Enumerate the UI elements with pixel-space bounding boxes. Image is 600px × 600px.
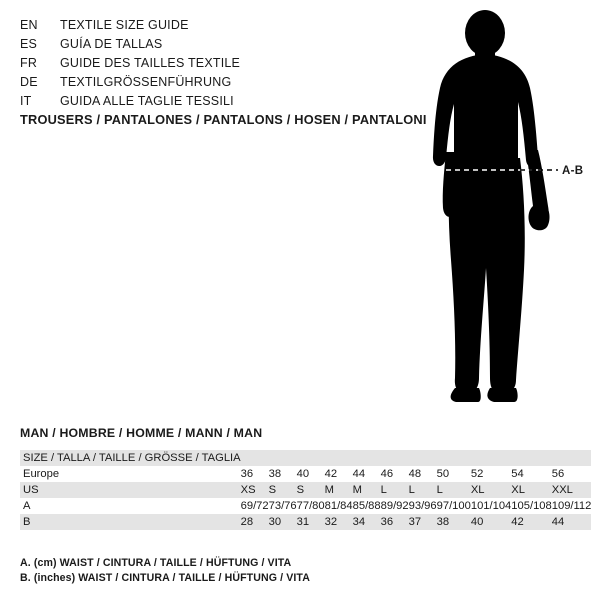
row-label: SIZE / TALLA / TAILLE / GRÖSSE / TAGLIA bbox=[20, 450, 241, 466]
cell: 30 bbox=[269, 514, 297, 530]
cell bbox=[471, 450, 511, 466]
cell: 28 bbox=[241, 514, 269, 530]
man-silhouette-icon bbox=[400, 10, 600, 410]
cell: 34 bbox=[353, 514, 381, 530]
cell: 101/104 bbox=[470, 500, 512, 512]
cell: 31 bbox=[297, 514, 325, 530]
cell: 54 bbox=[511, 468, 524, 480]
size-table bbox=[20, 450, 591, 530]
cell: 77/80 bbox=[296, 500, 325, 512]
cell: L bbox=[437, 482, 471, 498]
cell: 44 bbox=[552, 514, 592, 530]
cell: 93/96 bbox=[408, 500, 437, 512]
cell: 105/108 bbox=[511, 500, 552, 512]
cell: S bbox=[297, 482, 325, 498]
cell: 109/112 bbox=[551, 500, 592, 512]
table-row bbox=[20, 466, 591, 482]
language-text: TEXTILE SIZE GUIDE bbox=[60, 18, 189, 32]
cell: 97/100 bbox=[436, 500, 471, 512]
category-title: TROUSERS / PANTALONES / PANTALONS / HOSEN / PANTALONI bbox=[20, 112, 427, 127]
cell bbox=[511, 450, 551, 466]
cell: 42 bbox=[324, 468, 338, 480]
cell: 36 bbox=[240, 468, 254, 480]
cell bbox=[325, 450, 353, 466]
cell: XL bbox=[471, 482, 511, 498]
cell: 36 bbox=[381, 514, 409, 530]
cell: 56 bbox=[551, 468, 565, 480]
footnote-b: B. (inches) WAIST / CINTURA / TAILLE / HÜFTUNG / VITA bbox=[20, 572, 310, 584]
row-label: A bbox=[23, 500, 31, 512]
cell: 42 bbox=[511, 514, 551, 530]
cell: 40 bbox=[296, 468, 310, 480]
cell bbox=[297, 450, 325, 466]
cell: XXL bbox=[552, 482, 592, 498]
cell bbox=[241, 450, 269, 466]
cell: 32 bbox=[325, 514, 353, 530]
footnotes bbox=[20, 556, 310, 586]
measure-label-ab: A-B bbox=[562, 165, 584, 177]
language-row bbox=[20, 54, 360, 73]
cell: 38 bbox=[437, 514, 471, 530]
language-text: GUIDE DES TAILLES TEXTILE bbox=[60, 56, 241, 70]
cell: 52 bbox=[470, 468, 484, 480]
cell: 85/88 bbox=[352, 500, 381, 512]
cell bbox=[353, 450, 381, 466]
footnote-a: A. (cm) WAIST / CINTURA / TAILLE / HÜFTUNG / VITA bbox=[20, 557, 292, 569]
row-label: US bbox=[20, 482, 241, 498]
table-row bbox=[20, 450, 591, 466]
language-row bbox=[20, 16, 360, 35]
cell: S bbox=[269, 482, 297, 498]
cell: 69/72 bbox=[240, 500, 269, 512]
cell bbox=[552, 450, 592, 466]
cell: L bbox=[381, 482, 409, 498]
cell: XS bbox=[241, 482, 269, 498]
body-figure bbox=[400, 10, 600, 410]
cell bbox=[409, 450, 437, 466]
language-header-block bbox=[20, 16, 360, 111]
language-row bbox=[20, 73, 360, 92]
language-row bbox=[20, 35, 360, 54]
cell: 81/84 bbox=[324, 500, 353, 512]
language-row bbox=[20, 92, 360, 111]
table-title: MAN / HOMBRE / HOMME / MANN / MAN bbox=[20, 426, 263, 440]
language-code: DE bbox=[20, 75, 38, 89]
language-text: GUÍA DE TALLAS bbox=[60, 37, 163, 51]
row-label: B bbox=[20, 514, 241, 530]
cell bbox=[437, 450, 471, 466]
language-text: GUIDA ALLE TAGLIE TESSILI bbox=[60, 94, 234, 108]
cell: 89/92 bbox=[380, 500, 409, 512]
cell: 38 bbox=[268, 468, 282, 480]
cell: XL bbox=[511, 482, 551, 498]
cell: M bbox=[353, 482, 381, 498]
table-row bbox=[20, 498, 591, 514]
cell: L bbox=[409, 482, 437, 498]
cell bbox=[381, 450, 409, 466]
table-row bbox=[20, 482, 591, 498]
language-text: TEXTILGRÖSSENFÜHRUNG bbox=[60, 75, 232, 89]
language-code: FR bbox=[20, 56, 38, 70]
cell: 44 bbox=[352, 468, 366, 480]
cell: 37 bbox=[409, 514, 437, 530]
cell: 48 bbox=[408, 468, 422, 480]
language-code: EN bbox=[20, 18, 38, 32]
cell: 46 bbox=[380, 468, 394, 480]
language-code: IT bbox=[20, 94, 32, 108]
table-row bbox=[20, 514, 591, 530]
cell: 73/76 bbox=[268, 500, 297, 512]
language-code: ES bbox=[20, 37, 38, 51]
cell: 50 bbox=[436, 468, 450, 480]
cell: 40 bbox=[471, 514, 511, 530]
cell bbox=[269, 450, 297, 466]
row-label: Europe bbox=[23, 468, 60, 480]
cell: M bbox=[325, 482, 353, 498]
